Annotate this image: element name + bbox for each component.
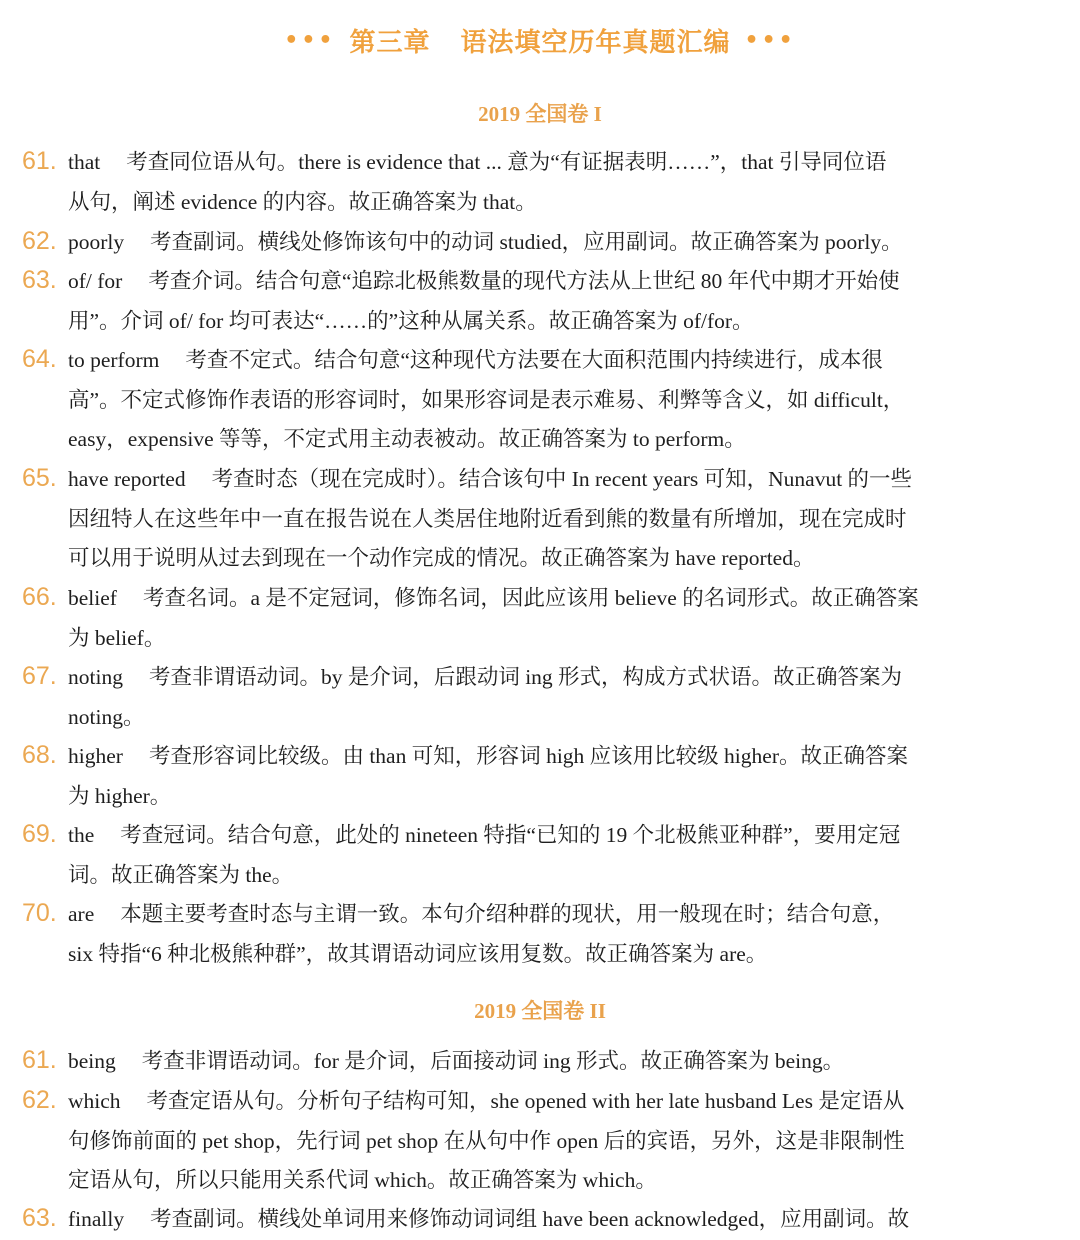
answer-key: higher: [68, 744, 123, 768]
explanation-continuation: noting。: [68, 704, 145, 729]
explanation-continuation: 句修饰前面的 pet shop，先行词 pet shop 在从句中作 open 后的宾语，另外，这是非限制性: [68, 1128, 905, 1153]
explanation-text: 考查非谓语动词。for 是介词，后面接动词 ing 形式。故正确答案为 being。: [141, 1049, 845, 1073]
question-number: 62.: [22, 1086, 57, 1114]
explanation-continuation: 为 higher。: [68, 783, 172, 808]
question-number: 67.: [22, 662, 57, 690]
answer-item: [22, 142, 1042, 222]
question-number: 69.: [22, 820, 57, 848]
answer-item: [22, 657, 1042, 737]
answer-key: are: [68, 902, 95, 926]
section-title: 2019 全国卷 I: [478, 102, 602, 126]
answer-item: [22, 736, 1042, 816]
answer-line: [22, 1081, 1042, 1122]
answer-line: [22, 578, 1042, 619]
explanation-continuation: easy，expensive 等等，不定式用主动表被动。故正确答案为 to perform。: [68, 427, 746, 451]
question-number: 63.: [22, 266, 57, 294]
answer-line: [22, 261, 1042, 302]
question-number: 61.: [22, 1046, 57, 1074]
explanation-text: 考查定语从句。分析句子结构可知，she opened with her late husband Les 是定语从: [146, 1089, 905, 1113]
explanation-continuation: 词。故正确答案为 the。: [68, 862, 294, 887]
question-number: 66.: [22, 583, 57, 611]
question-number: 64.: [22, 345, 57, 373]
question-number: 65.: [22, 464, 57, 492]
answer-line: [22, 657, 1042, 698]
question-number: 61.: [22, 147, 57, 175]
explanation-text: 考查介词。结合句意“追踪北极熊数量的现代方法从上世纪 80 年代中期才开始使: [148, 269, 900, 293]
question-number: 68.: [22, 741, 57, 769]
answer-item: [22, 340, 1042, 460]
answer-key: to perform: [68, 348, 160, 372]
answer-item: [22, 1199, 1042, 1240]
answer-line: [22, 815, 1042, 856]
answer-line: [22, 142, 1042, 183]
explanation-text: 考查名词。a 是不定冠词，修饰名词，因此应该用 believe 的名词形式。故正确答案: [142, 586, 919, 610]
explanation-text: 考查时态（现在完成时）。结合该句中 In recent years 可知，Nunavut 的一些: [211, 467, 913, 491]
answer-key: have reported: [68, 467, 186, 491]
explanation-continuation: 为 belief。: [68, 625, 166, 650]
answer-line: [22, 222, 1042, 263]
answer-item: [22, 1041, 1042, 1082]
explanation-continuation: 可以用于说明从过去到现在一个动作完成的情况。故正确答案为 have reported。: [68, 546, 815, 570]
explanation-text: 考查非谓语动词。by 是介词，后跟动词 ing 形式，构成方式状语。故正确答案为: [148, 665, 903, 689]
explanation-text: 考查副词。横线处修饰该句中的动词 studied，应用副词。故正确答案为 poorly。: [150, 230, 903, 254]
answer-key: poorly: [68, 230, 125, 254]
question-number: 62.: [22, 227, 57, 255]
answer-key: noting: [68, 665, 123, 689]
answer-key: that: [68, 150, 101, 174]
explanation-text: 考查不定式。结合句意“这种现代方法要在大面积范围内持续进行，成本很: [185, 348, 883, 372]
answer-item: [22, 222, 1042, 263]
answer-item: [22, 459, 1042, 579]
answer-line: [22, 736, 1042, 777]
explanation-text: 考查形容词比较级。由 than 可知，形容词 high 应该用比较级 higher。故正确答案: [148, 744, 908, 768]
answer-item: [22, 578, 1042, 658]
answer-line: [22, 459, 1042, 500]
chapter-header: [0, 20, 1080, 60]
explanation-text: 考查冠词。结合句意，此处的 nineteen 特指“已知的 19 个北极熊亚种群”，要用定冠: [120, 823, 901, 847]
explanation-continuation: six 特指“6 种北极熊种群”，故其谓语动词应该用复数。故正确答案为 are。: [68, 941, 768, 966]
answer-key: the: [68, 823, 95, 847]
answer-key: of/ for: [68, 269, 123, 293]
explanation-text: 考查副词。横线处单词用来修饰动词词组 have been acknowledged，应用副词。故: [150, 1207, 910, 1231]
answer-key: belief: [68, 586, 117, 610]
explanation-text: 本题主要考查时态与主谓一致。本句介绍种群的现状，用一般现在时；结合句意，: [120, 902, 895, 926]
answer-line: [22, 894, 1042, 935]
answer-key: being: [68, 1049, 116, 1073]
question-number: 63.: [22, 1204, 57, 1232]
chapter-title: 语法填空历年真题汇编: [460, 27, 731, 58]
answer-key: finally: [68, 1207, 125, 1231]
answer-line: [22, 1199, 1042, 1240]
answer-key: which: [68, 1089, 121, 1113]
answer-item: [22, 815, 1042, 895]
explanation-text: 考查同位语从句。there is evidence that ... 意为“有证据表明……”，that 引导同位语: [126, 150, 887, 174]
answer-line: [22, 1041, 1042, 1082]
answer-item: [22, 894, 1042, 974]
answer-item: [22, 261, 1042, 341]
question-number: 70.: [22, 899, 57, 927]
answer-item: [22, 1081, 1042, 1201]
section-title: 2019 全国卷 II: [474, 999, 606, 1023]
explanation-continuation: 定语从句，所以只能用关系代词 which。故正确答案为 which。: [68, 1168, 657, 1192]
answer-line: [22, 340, 1042, 381]
explanation-continuation: 因纽特人在这些年中一直在报告说在人类居住地附近看到熊的数量有所增加，现在完成时: [68, 506, 907, 531]
explanation-continuation: 从句，阐述 evidence 的内容。故正确答案为 that。: [68, 189, 537, 214]
explanation-continuation: 高”。不定式修饰作表语的形容词时，如果形容词是表示难易、利弊等含义，如 difficult，: [68, 387, 905, 412]
header-dots-left: •••: [284, 27, 336, 53]
explanation-continuation: 用”。介词 of/ for 均可表达“……的”这种从属关系。故正确答案为 of/for。: [68, 308, 754, 333]
chapter-number: 第三章: [349, 27, 431, 58]
header-dots-right: •••: [744, 27, 796, 53]
